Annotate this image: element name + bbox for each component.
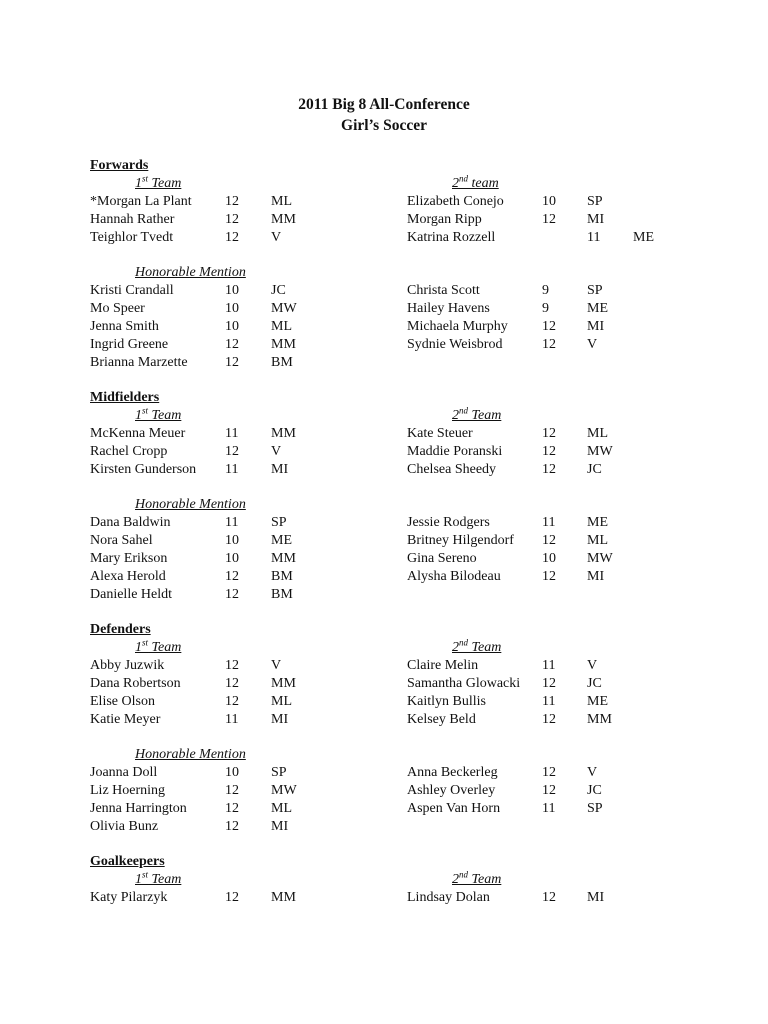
player-row (0, 461, 768, 479)
ordinal-suffix: nd (459, 405, 468, 416)
player-school: MI (271, 711, 289, 727)
player-school: SP (587, 283, 603, 299)
player-grade: 11 (542, 693, 556, 709)
player-name: *Morgan La Plant (90, 193, 192, 209)
player-school: MM (587, 711, 612, 727)
player-grade: 11 (542, 657, 556, 673)
player-name: Aspen Van Horn (407, 801, 501, 816)
player-school: ML (587, 425, 608, 441)
ordinal-suffix: st (142, 637, 149, 648)
player-school: MM (271, 211, 296, 227)
player-school: MI (271, 461, 289, 477)
player-grade: 10 (542, 551, 556, 567)
player-school: ME (587, 693, 608, 709)
player-grade: 12 (225, 569, 239, 584)
player-name: Abby Juzwik (90, 657, 165, 673)
player-grade: 12 (542, 675, 556, 691)
player-name: Hannah Rather (90, 211, 175, 227)
player-row (0, 818, 768, 836)
player-grade: 11 (225, 425, 239, 441)
player-school: JC (587, 461, 602, 477)
player-row (0, 675, 768, 693)
team-label: 1st Team (135, 405, 182, 423)
player-row (0, 586, 768, 604)
player-name: Ingrid Greene (90, 337, 169, 352)
player-row (0, 782, 768, 800)
player-name: Katie Meyer (90, 711, 161, 727)
player-name: Elise Olson (90, 693, 155, 709)
player-name: Jessie Rodgers (407, 515, 490, 531)
player-school: MI (587, 889, 605, 905)
player-name: Teighlor Tvedt (90, 229, 174, 245)
player-row (0, 354, 768, 372)
player-row (0, 211, 768, 229)
player-name: Samantha Glowacki (407, 675, 521, 691)
player-school: MW (587, 443, 613, 459)
player-name: Hailey Havens (407, 301, 490, 317)
ordinal-suffix: st (142, 173, 149, 184)
player-school: SP (587, 801, 603, 816)
player-name: Jenna Smith (90, 319, 159, 335)
player-grade: 11 (225, 711, 239, 727)
player-school: V (271, 657, 282, 673)
ordinal-suffix: nd (459, 173, 468, 184)
player-school: V (587, 765, 598, 781)
player-name: Gina Sereno (407, 551, 477, 567)
player-row (0, 425, 768, 443)
player-school: MI (587, 211, 605, 227)
player-school: MM (271, 337, 296, 352)
player-name: Mary Erikson (90, 551, 168, 567)
player-name: Maddie Poranski (407, 443, 503, 459)
player-grade: 12 (225, 193, 239, 209)
player-grade: 12 (542, 319, 556, 335)
player-name: Alexa Herold (90, 569, 166, 584)
team-label: 2nd Team (452, 405, 502, 423)
player-grade: 12 (225, 801, 239, 816)
player-row (0, 318, 768, 336)
player-grade: 12 (542, 765, 556, 781)
player-school: ML (271, 801, 292, 816)
player-school: MW (587, 551, 613, 567)
player-grade: 9 (542, 301, 549, 317)
player-school: MW (271, 783, 297, 799)
team-label: Honorable Mention (135, 747, 246, 763)
player-grade: 10 (225, 283, 239, 299)
player-grade: 12 (542, 211, 556, 227)
player-grade: 12 (542, 783, 556, 799)
player-school: ME (587, 301, 608, 317)
team-label: Honorable Mention (135, 265, 246, 281)
player-name: Morgan Ripp (407, 211, 482, 227)
player-grade: 12 (225, 211, 239, 227)
player-name: Claire Melin (407, 657, 479, 673)
player-row (0, 711, 768, 729)
player-school: SP (271, 765, 287, 781)
player-grade: 12 (542, 443, 556, 459)
player-name: Kristi Crandall (90, 283, 174, 299)
player-grade: 12 (225, 889, 239, 905)
title-line-2: Girl’s Soccer (341, 117, 427, 134)
player-school: ME (271, 533, 292, 549)
player-school: MM (271, 425, 296, 441)
player-row (0, 693, 768, 711)
player-row (0, 336, 768, 354)
player-school: MI (587, 569, 605, 584)
player-grade: 11 (542, 515, 556, 531)
player-name: Chelsea Sheedy (407, 461, 497, 477)
player-name: Michaela Murphy (407, 319, 508, 335)
player-row (0, 889, 768, 907)
team-label: 2nd team (452, 173, 499, 191)
player-grade: 12 (225, 657, 239, 673)
player-name: Liz Hoerning (90, 783, 166, 799)
player-name: Elizabeth Conejo (407, 193, 504, 209)
player-grade: 10 (225, 765, 239, 781)
player-name: Alysha Bilodeau (407, 569, 501, 584)
section-title: Midfielders (90, 390, 160, 405)
player-row (0, 229, 768, 247)
player-name: Brianna Marzette (90, 354, 188, 370)
player-school: JC (271, 283, 286, 299)
team-label: 1st Team (135, 869, 182, 887)
player-name: Joanna Doll (90, 765, 158, 781)
player-school: ML (271, 319, 292, 335)
player-school: BM (271, 354, 293, 370)
player-school: ML (271, 193, 292, 209)
player-name: Mo Speer (90, 301, 145, 317)
section-title: Goalkeepers (90, 854, 165, 869)
player-grade: 12 (225, 675, 239, 691)
player-grade: 10 (225, 301, 239, 317)
player-school: ME (587, 515, 608, 531)
player-grade: 12 (225, 337, 239, 352)
player-extra: ME (633, 229, 654, 245)
player-school: JC (587, 783, 602, 799)
player-school: BM (271, 569, 293, 584)
player-grade: 12 (225, 229, 239, 245)
player-name: Olivia Bunz (90, 818, 159, 834)
player-name: Katrina Rozzell (407, 229, 496, 245)
player-school: BM (271, 586, 293, 602)
player-grade: 10 (225, 551, 239, 567)
player-row (0, 282, 768, 300)
player-school: MW (271, 301, 297, 317)
player-school: V (271, 443, 282, 459)
player-grade: 10 (542, 193, 556, 209)
player-grade: 12 (542, 569, 556, 584)
player-school: MM (271, 889, 296, 905)
ordinal-suffix: st (142, 869, 149, 880)
player-name: Dana Robertson (90, 675, 181, 691)
player-grade: 10 (225, 533, 239, 549)
team-label: 1st Team (135, 173, 182, 191)
player-grade: 10 (225, 319, 239, 335)
player-school: MM (271, 551, 296, 567)
player-grade: 12 (542, 711, 556, 727)
ordinal-suffix: nd (459, 869, 468, 880)
player-row (0, 657, 768, 675)
player-name: Nora Sahel (90, 533, 153, 549)
player-row (0, 532, 768, 550)
player-school: MM (271, 675, 296, 691)
title-line-1: 2011 Big 8 All-Conference (298, 96, 470, 113)
team-label: 1st Team (135, 637, 182, 655)
team-label: 2nd Team (452, 637, 502, 655)
player-school: SP (587, 193, 603, 209)
player-name: Lindsay Dolan (407, 889, 490, 905)
player-school: JC (587, 675, 602, 691)
ordinal-suffix: st (142, 405, 149, 416)
player-name: Kirsten Gunderson (90, 461, 197, 477)
player-grade: 12 (542, 337, 556, 352)
player-row (0, 193, 768, 211)
document-title (0, 94, 768, 136)
player-name: Kaitlyn Bullis (407, 693, 486, 709)
player-row (0, 568, 768, 586)
player-name: Sydnie Weisbrod (407, 337, 503, 352)
player-name: Anna Beckerleg (407, 765, 498, 781)
player-school: 11 (587, 229, 601, 245)
player-grade: 12 (225, 818, 239, 834)
player-grade: 11 (225, 461, 239, 477)
player-grade: 12 (225, 443, 239, 459)
player-name: McKenna Meuer (90, 425, 186, 441)
player-grade: 12 (542, 425, 556, 441)
player-name: Christa Scott (407, 283, 480, 299)
player-grade: 12 (542, 461, 556, 477)
player-row (0, 800, 768, 818)
player-row (0, 764, 768, 782)
player-grade: 12 (225, 586, 239, 602)
player-grade: 12 (542, 889, 556, 905)
player-row (0, 550, 768, 568)
team-label: Honorable Mention (135, 497, 246, 513)
player-school: V (587, 337, 598, 352)
player-school: ML (587, 533, 608, 549)
player-grade: 11 (225, 515, 239, 531)
player-name: Dana Baldwin (90, 515, 171, 531)
player-name: Ashley Overley (407, 783, 496, 799)
player-name: Jenna Harrington (90, 801, 187, 816)
player-grade: 12 (542, 533, 556, 549)
player-row (0, 443, 768, 461)
player-name: Danielle Heldt (90, 586, 173, 602)
ordinal-suffix: nd (459, 637, 468, 648)
player-grade: 12 (225, 354, 239, 370)
player-school: V (271, 229, 282, 245)
player-row (0, 514, 768, 532)
player-school: V (587, 657, 598, 673)
player-school: MI (587, 319, 605, 335)
team-label: 2nd Team (452, 869, 502, 887)
player-grade: 11 (542, 801, 556, 816)
player-name: Kelsey Beld (407, 711, 476, 727)
section-title: Forwards (90, 158, 149, 173)
player-row (0, 300, 768, 318)
section-title: Defenders (90, 622, 151, 637)
player-name: Kate Steuer (407, 425, 473, 441)
player-school: ML (271, 693, 292, 709)
player-grade: 12 (225, 693, 239, 709)
player-school: MI (271, 818, 289, 834)
player-name: Katy Pilarzyk (90, 889, 168, 905)
player-school: SP (271, 515, 287, 531)
player-name: Britney Hilgendorf (407, 533, 514, 549)
player-grade: 12 (225, 783, 239, 799)
player-grade: 9 (542, 283, 549, 299)
player-name: Rachel Cropp (90, 443, 168, 459)
